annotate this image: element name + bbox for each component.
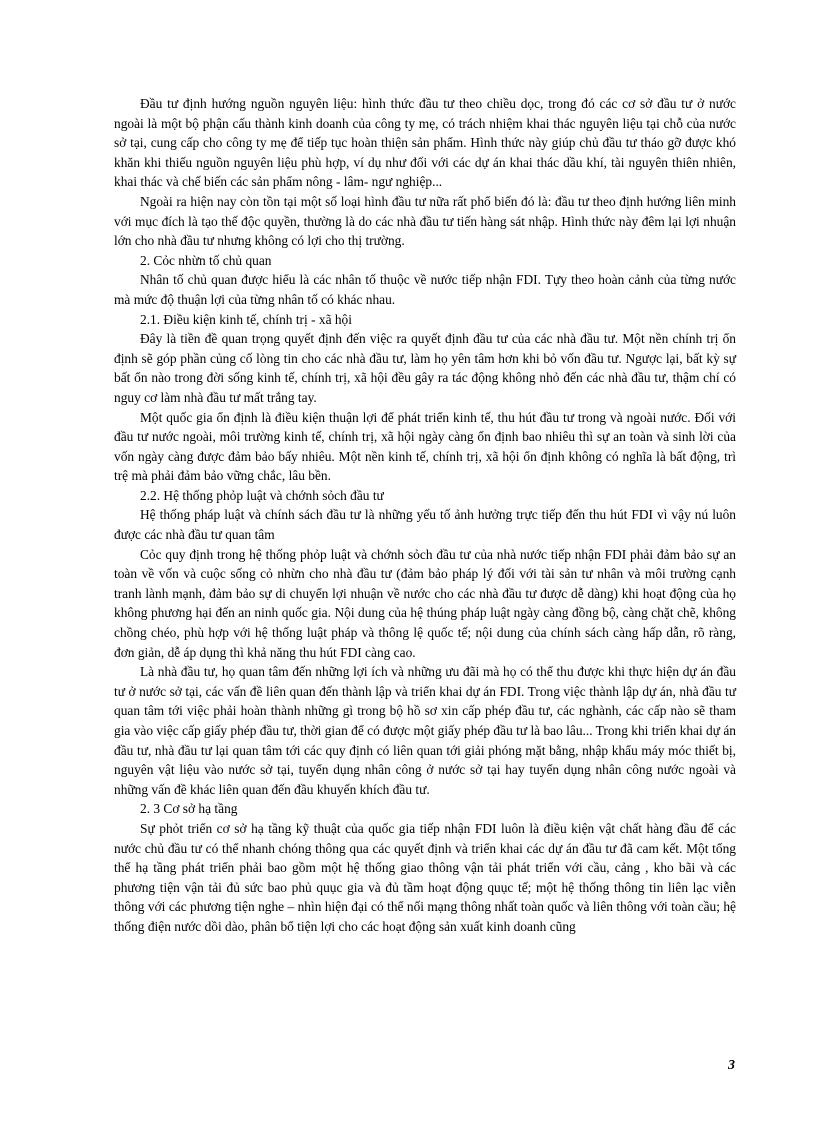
document-body xyxy=(114,94,736,937)
paragraph-legal-system-intro: Hệ thống pháp luật và chính sách đầu tư là những yếu tố ảnh hưởng trực tiếp đến thu hút FDI vì vậy nú luôn được các nhà đầu tư quan tâm xyxy=(114,507,736,543)
heading-economic-political-conditions: 2.1. Điều kiện kinh tế, chính trị - xã hội xyxy=(140,311,352,327)
page-number: 3 xyxy=(728,1058,735,1073)
paragraph-subjective-factors: Nhân tố chủ quan được hiểu là các nhân tố thuộc về nước tiếp nhận FDI. Tựy theo hoàn cảnh của từng nước mà mức độ thuận lợi của từng nhân tố có khác nhau. xyxy=(114,272,736,307)
paragraph-raw-material-investment: Đầu tư định hướng nguồn nguyên liệu: hình thức đầu tư theo chiều dọc, trong đó các cơ sở đầu tư ở nước ngoài là một bộ phận cấu thành kinh doanh của công ty mẹ, có trách nhiệm khai thác nguyên liệu tại chỗ của nước sở tại, cung cấp cho công ty mẹ để tiếp tục hoàn thiện sản phẩm. Hình thức này giúp chủ đầu tư tháo gỡ được khó khăn khi thiếu nguồn nguyên liệu phù hợp, ví dụ như đối với các dự án khai thác dầu khí, tài nguyên thiên nhiên, khai thác và chế biến các sản phẩm nông - lâm- ngư nghiệp... xyxy=(114,96,736,190)
paragraph-stable-nation: Một quốc gia ổn định là điều kiện thuận lợi để phát triển kinh tế, thu hút đầu tư trong và ngoài nước. Đối với đầu tư nước ngoài, môi trường kinh tế, chính trị, xã hội ngày càng ổn định bao nhiêu thì sự an toàn và sinh lời của vốn ngày càng được đảm bảo bấy nhiêu. Một nền kinh tế, chính trị, xã hội ổn định không có nghĩa là bất động, trì trệ mà phải đảm bảo vững chắc, lâu bền. xyxy=(114,409,736,484)
heading-subjective-factors: 2. Cỏc nhừn tố chủ quan xyxy=(140,252,272,268)
paragraph-infrastructure: Sự phỏt triển cơ sở hạ tầng kỹ thuật của quốc gia tiếp nhận FDI luôn là điều kiện vật chất hàng đầu để các nước chủ đầu tư có thể nhanh chóng thông qua các quyết định và triển khai các dự án đầu tư đã cam kết. Một tổng thể hạ tầng phát triển phải bao gồm một hệ thống giao thông vận tải phát triển với cầu, cảng , kho bãi và các phương tiện vận tải đủ sức bao phủ quục gia và đủ tầm hoạt động quục tế; một hệ thống thông tin liên lạc viễn thông với các phương tiện nghe – nhìn hiện đại có thể nối mạng thông nhất toàn quốc và liên thông với toàn cầu; hệ thống điện nước dồi dào, phân bổ tiện lợi cho các hoạt động sản xuất kinh doanh cũng xyxy=(114,820,736,934)
paragraph-alliance-investment: Ngoài ra hiện nay còn tồn tại một số loại hình đầu tư nữa rất phổ biến đó là: đầu tư theo định hướng liên minh với mục đích là tạo thế độc quyền, thường là do các nhà đầu tư tiến hàng sát nhập. Hình thức này đêm lại lợi nhuận lớn cho nhà đầu tư nhưng không có lợi cho thị trường. xyxy=(114,193,736,249)
paragraph-investor-interests: Là nhà đầu tư, họ quan tâm đến những lợi ích và những ưu đãi mà họ có thể thu được khi thực hiện dự án đầu tư ở nước sở tại, các vấn đề liên quan đến thành lập và triển khai dự án FDI. Trong việc thành lập dự án, nhà đầu tư quan tâm tới việc phải hoàn thành những gì trong bộ hồ sơ xin cấp phép đầu tư, các nghành, các cấp nào sẽ tham gia vào việc cấp giấy phép đầu tư, thời gian để có được một giấy phép đầu tư là bao lâu... Trong khi triển khai dự án đầu tư, nhà đầu tư lại quan tâm tới các quy định có liên quan tới giải phóng mặt bằng, nhập khẩu máy móc thiết bị, nguyên vật liệu vào nước sở tại, tuyển dụng nhân công ở nước sở tại hay tuyển dụng nhân công nước ngoài và những vấn đề khác liên quan đến đầu khuyến khích đầu tư. xyxy=(114,664,736,797)
heading-infrastructure: 2. 3 Cơ sở hạ tầng xyxy=(140,801,238,817)
paragraph-political-stability: Đây là tiền đề quan trọng quyết định đến việc ra quyết định đầu tư của các nhà đầu tư. Một nền chính trị ổn định sẽ góp phần củng cố lòng tin cho các nhà đầu tư, làm họ yên tâm hơn khi bỏ vốn đầu tư. Ngược lại, bất kỳ sự bất ổn nào trong đời sống kinh tế, chính trị, xã hội đều gây ra tác động không nhỏ đến các nhà đầu tư, thậm chí có nguy cơ làm nhà đầu tư mất trắng tay. xyxy=(114,331,736,405)
paragraph-legal-regulations: Cỏc quy định trong hệ thống phỏp luật và chớnh sỏch đầu tư của nhà nước tiếp nhận FDI phải đảm bảo sự an toàn về vốn và cuộc sống cỏ nhừn cho nhà đầu tư (đảm bảo pháp lý đối với tài sản tư nhân và môi trường cạnh tranh lành mạnh, đảm bảo sự di chuyển lợi nhuận về nước cho các nhà đầu tư được dễ dàng) khi hoạt động của họ không phương hại đến an ninh quốc gia. Nội dung của hệ thúng pháp luật ngày càng đồng bộ, càng chặt chẽ, không chồng chéo, phù hợp với hệ thống luật pháp và thông lệ quốc tế; nội dung của chính sách càng hấp dẫn, rõ ràng, đơn giản, dễ áp dụng thì khả năng thu hút FDI càng cao. xyxy=(114,546,736,660)
heading-legal-system: 2.2. Hệ thống phỏp luật và chớnh sỏch đầu tư xyxy=(140,487,384,503)
